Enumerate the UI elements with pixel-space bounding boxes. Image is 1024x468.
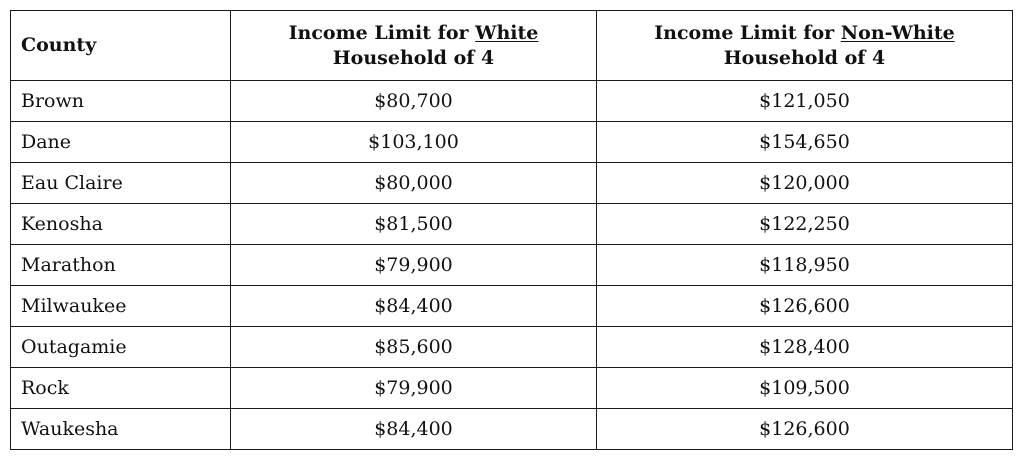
cell-white-limit: $84,400 — [231, 409, 597, 450]
header-county: County — [11, 11, 231, 81]
cell-white-limit: $80,000 — [231, 163, 597, 204]
cell-white-limit: $79,900 — [231, 368, 597, 409]
cell-white-limit: $81,500 — [231, 204, 597, 245]
cell-county: Milwaukee — [11, 286, 231, 327]
header-white-emphasis: White — [475, 21, 539, 44]
cell-county: Eau Claire — [11, 163, 231, 204]
cell-nonwhite-limit: $120,000 — [597, 163, 1013, 204]
cell-county: Brown — [11, 81, 231, 122]
table-row — [11, 368, 1013, 409]
table-row — [11, 163, 1013, 204]
cell-county: Outagamie — [11, 327, 231, 368]
cell-nonwhite-limit: $109,500 — [597, 368, 1013, 409]
cell-county: Waukesha — [11, 409, 231, 450]
header-nonwhite-line2: Household of 4 — [723, 46, 886, 69]
header-white-prefix: Income Limit for — [288, 21, 476, 44]
table-row — [11, 81, 1013, 122]
table-row — [11, 327, 1013, 368]
cell-county: Rock — [11, 368, 231, 409]
cell-nonwhite-limit: $128,400 — [597, 327, 1013, 368]
table-header-row — [11, 11, 1013, 81]
cell-white-limit: $79,900 — [231, 245, 597, 286]
cell-county: Kenosha — [11, 204, 231, 245]
cell-nonwhite-limit: $126,600 — [597, 286, 1013, 327]
cell-county: Dane — [11, 122, 231, 163]
cell-nonwhite-limit: $118,950 — [597, 245, 1013, 286]
cell-nonwhite-limit: $122,250 — [597, 204, 1013, 245]
table-row — [11, 122, 1013, 163]
table-row — [11, 245, 1013, 286]
header-nonwhite-income-limit — [597, 11, 1013, 81]
table-row — [11, 286, 1013, 327]
cell-nonwhite-limit: $126,600 — [597, 409, 1013, 450]
header-nonwhite-prefix: Income Limit for — [654, 21, 841, 44]
header-nonwhite-emphasis: Non-White — [840, 21, 955, 44]
income-limit-table — [10, 10, 1013, 450]
cell-county: Marathon — [11, 245, 231, 286]
cell-white-limit: $103,100 — [231, 122, 597, 163]
cell-nonwhite-limit: $121,050 — [597, 81, 1013, 122]
cell-white-limit: $84,400 — [231, 286, 597, 327]
cell-white-limit: $85,600 — [231, 327, 597, 368]
cell-nonwhite-limit: $154,650 — [597, 122, 1013, 163]
table-row — [11, 204, 1013, 245]
header-white-income-limit — [231, 11, 597, 81]
header-white-line2: Household of 4 — [332, 46, 495, 69]
cell-white-limit: $80,700 — [231, 81, 597, 122]
table-row — [11, 409, 1013, 450]
